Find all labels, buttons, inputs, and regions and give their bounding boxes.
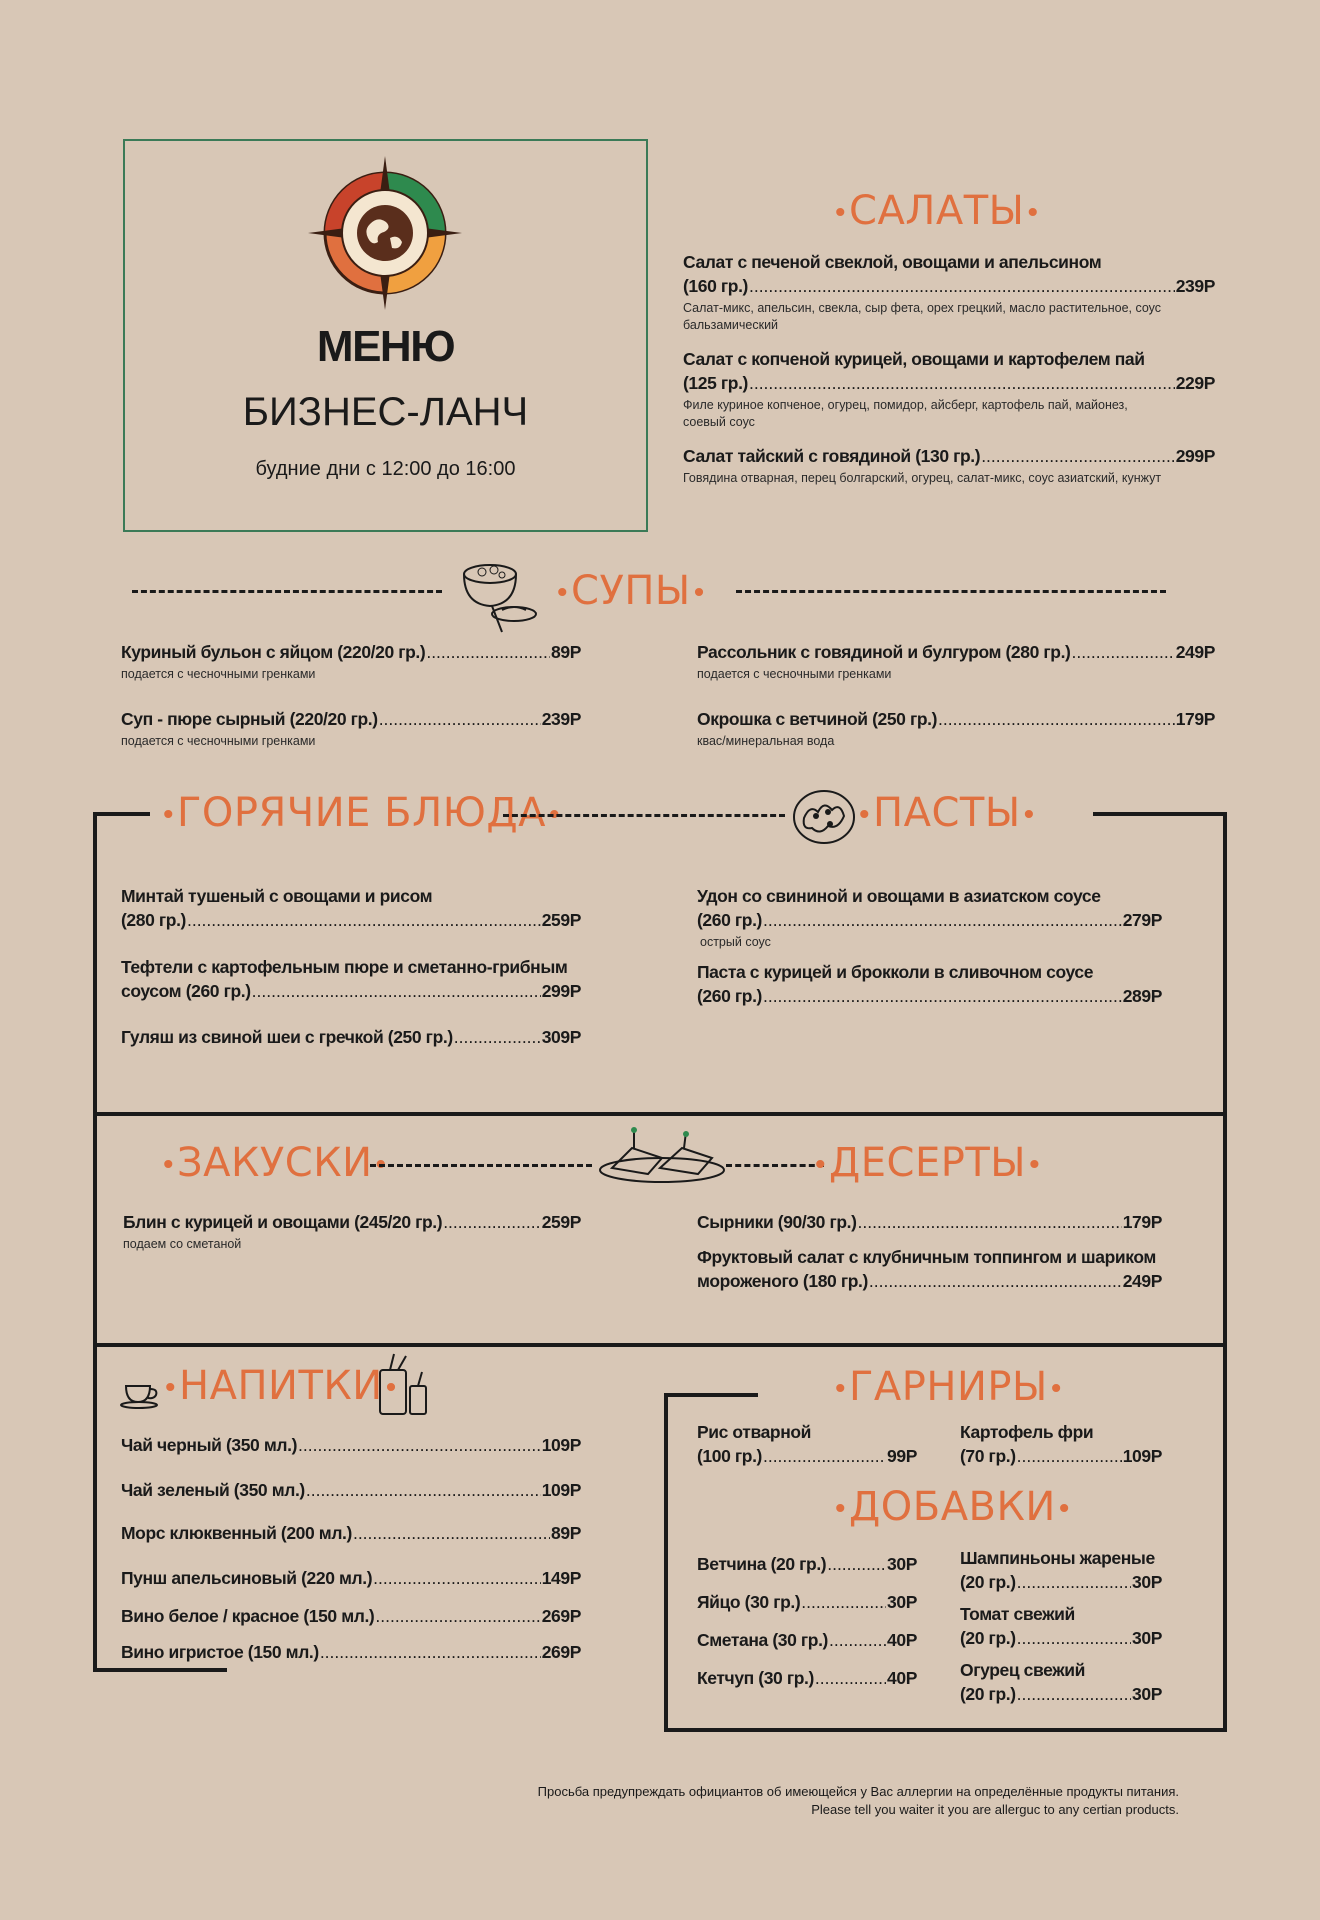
menu-item: Сырники (90/30 гр.) ..... 179Р bbox=[697, 1210, 1162, 1234]
frame-line bbox=[1223, 812, 1227, 1732]
heading-salads: •САЛАТЫ• bbox=[832, 188, 1042, 234]
heading-drinks: •НАПИТКИ• bbox=[162, 1363, 400, 1409]
menu-item: Удон со свининой и овощами в азиатском соусе (260 гр.) ..... 279Р острый соус bbox=[697, 884, 1162, 951]
menu-item: Суп - пюре сырный (220/20 гр.) ..... 239Р подается с чесночными гренками bbox=[121, 707, 581, 750]
menu-item: Фруктовый салат с клубничным топпингом и шариком мороженого (180 гр.) ..... 249Р bbox=[697, 1245, 1162, 1293]
menu-item: Морс клюквенный (200 мл.) ..... 89Р bbox=[121, 1521, 581, 1545]
divider bbox=[370, 1164, 592, 1167]
menu-item: Чай зеленый (350 мл.) ..... 109Р bbox=[121, 1478, 581, 1502]
soup-pot-icon bbox=[452, 548, 544, 640]
menu-item: Пунш апельсиновый (220 мл.) ..... 149Р bbox=[121, 1566, 581, 1590]
frame-line bbox=[93, 812, 97, 1672]
menu-item: Паста с курицей и брокколи в сливочном соусе (260 гр.) ..... 289Р bbox=[697, 960, 1162, 1008]
divider bbox=[503, 814, 785, 817]
menu-item: Чай черный (350 мл.) ..... 109Р bbox=[121, 1433, 581, 1457]
heading-addons: •ДОБАВКИ• bbox=[832, 1484, 1073, 1530]
menu-item: Рис отварной (100 гр.) ..... 99Р bbox=[697, 1420, 917, 1468]
frame-line bbox=[93, 812, 150, 816]
business-hours: будние дни с 12:00 до 16:00 bbox=[255, 458, 516, 480]
page-subtitle: БИЗНЕС-ЛАНЧ bbox=[242, 390, 529, 434]
menu-item: Кетчуп (30 гр.) ..... 40Р bbox=[697, 1666, 917, 1690]
menu-item: Вино игристое (150 мл.) ..... 269Р bbox=[121, 1640, 581, 1664]
menu-item: Яйцо (30 гр.) ..... 30Р bbox=[697, 1590, 917, 1614]
divider bbox=[726, 1164, 824, 1167]
page-title: МЕНЮ bbox=[316, 322, 455, 371]
heading-desserts: •ДЕСЕРТЫ• bbox=[812, 1140, 1044, 1186]
sandwich-icon bbox=[598, 1124, 726, 1186]
heading-sides: •ГАРНИРЫ• bbox=[832, 1364, 1065, 1410]
glasses-icon bbox=[376, 1352, 432, 1418]
menu-item: Гуляш из свиной шеи с гречкой (250 гр.) ..... 309Р bbox=[121, 1025, 581, 1049]
menu-item: Салат с печеной свеклой, овощами и апельсином (160 гр.) ..... 239Р Салат-микс, апельсин, свекла, сыр фета, орех грецкий, масло растительное, соус бальзамический bbox=[683, 250, 1215, 334]
menu-item: Салат тайский с говядиной (130 гр.) ..... 299Р Говядина отварная, перец болгарский, огурец, салат-микс, соус азиатский, кунжут bbox=[683, 444, 1215, 487]
teacup-icon bbox=[120, 1376, 162, 1410]
frame-line bbox=[93, 1112, 1227, 1116]
travelers-coffee-logo bbox=[306, 154, 464, 312]
menu-item: Томат свежий (20 гр.) ..... 30Р bbox=[960, 1602, 1162, 1650]
menu-item: Блин с курицей и овощами (245/20 гр.) ..... 259Р подаем со сметаной bbox=[123, 1210, 581, 1253]
menu-item: Тефтели с картофельным пюре и сметанно-грибным соусом (260 гр.) ..... 299Р bbox=[121, 955, 581, 1003]
frame-line bbox=[664, 1393, 668, 1732]
frame-line bbox=[1093, 812, 1227, 816]
frame-line bbox=[664, 1728, 1227, 1732]
frame-line bbox=[664, 1393, 758, 1397]
frame-line bbox=[93, 1343, 1227, 1347]
allergy-note-en: Please tell you waiter it you are allerguc to any certian products. bbox=[811, 1802, 1179, 1817]
menu-item: Шампиньоны жареные (20 гр.) ..... 30Р bbox=[960, 1546, 1162, 1594]
heading-hot-dishes: •ГОРЯЧИЕ БЛЮДА• bbox=[160, 790, 563, 836]
menu-item: Салат с копченой курицей, овощами и картофелем пай (125 гр.) ..... 229Р Филе куриное копченое, огурец, помидор, айсберг, картофель пай, майонез, соевый соус bbox=[683, 347, 1215, 431]
menu-item: Минтай тушеный с овощами и рисом (280 гр.) ..... 259Р bbox=[121, 884, 581, 932]
menu-item: Ветчина (20 гр.) ..... 30Р bbox=[697, 1552, 917, 1576]
pasta-plate-icon bbox=[790, 788, 858, 846]
divider bbox=[132, 590, 442, 593]
menu-item: Вино белое / красное (150 мл.) ..... 269Р bbox=[121, 1604, 581, 1628]
heading-pasta: •ПАСТЫ• bbox=[856, 790, 1038, 836]
frame-line bbox=[93, 1668, 227, 1672]
heading-snacks: •ЗАКУСКИ• bbox=[160, 1140, 390, 1186]
menu-item: Куриный бульон с яйцом (220/20 гр.) ..... 89Р подается с чесночными гренками bbox=[121, 640, 581, 683]
menu-item: Сметана (30 гр.) ..... 40Р bbox=[697, 1628, 917, 1652]
menu-item: Огурец свежий (20 гр.) ..... 30Р bbox=[960, 1658, 1162, 1706]
menu-item: Картофель фри (70 гр.) ..... 109Р bbox=[960, 1420, 1162, 1468]
menu-item: Окрошка с ветчиной (250 гр.) ..... 179Р квас/минеральная вода bbox=[697, 707, 1215, 750]
heading-soups: •СУПЫ• bbox=[554, 568, 708, 614]
divider bbox=[736, 590, 1166, 593]
menu-item: Рассольник с говядиной и булгуром (280 гр.) ..... 249Р подается с чесночными гренками bbox=[697, 640, 1215, 683]
allergy-note-ru: Просьба предупреждать официантов об имеющейся у Вас аллергии на определённые продукты питания. bbox=[537, 1784, 1179, 1799]
